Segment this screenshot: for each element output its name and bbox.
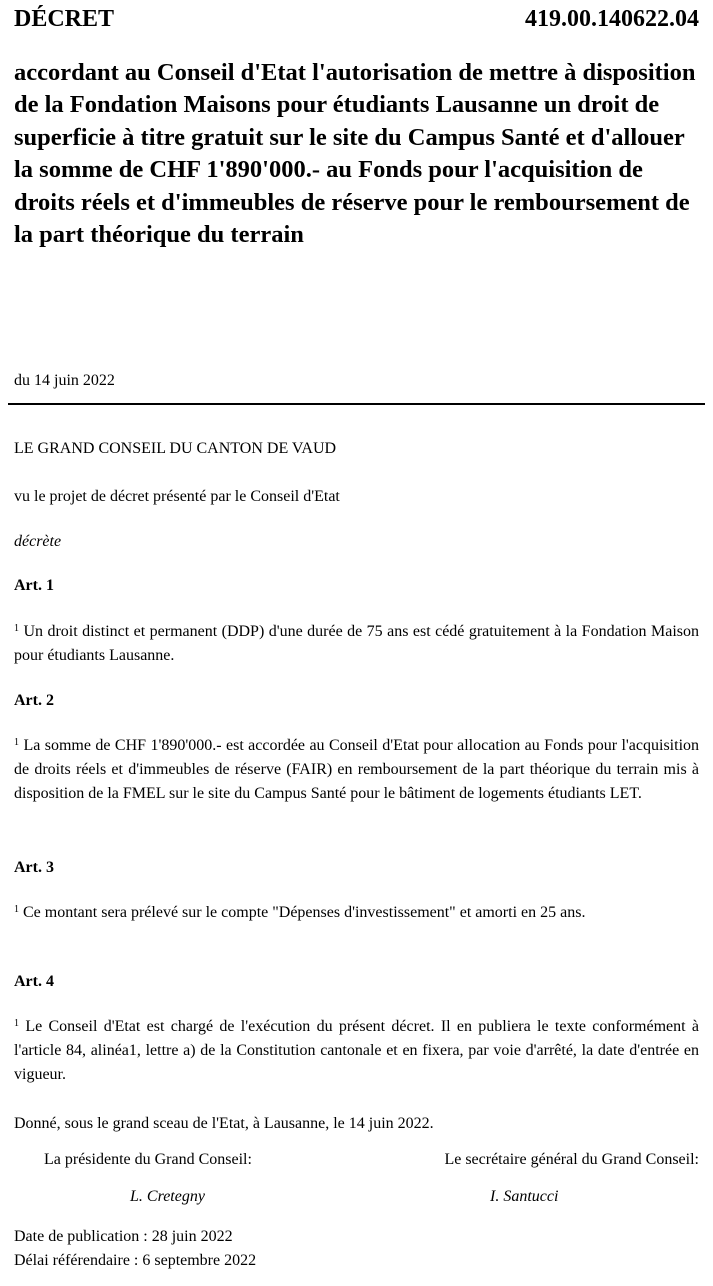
paragraph-number: 1 [14, 737, 19, 748]
paragraph-number: 1 [14, 904, 19, 915]
document-reference: 419.00.140622.04 [525, 6, 699, 32]
article-3-text: Ce montant sera prélevé sur le compte "Dépenses d'investissement" et amorti en 25 ans. [23, 904, 586, 921]
decree-title: accordant au Conseil d'Etat l'autorisation de mettre à disposition de la Fondation Maisons pour étudiants Lausanne un droit de superficie à titre gratuit sur le site du Campus Santé et d'allouer la somme de CHF 1'890'000.- au Fonds pour l'acquisition de droits réels et d'immeubles de réserve pour le remboursement de la part théorique du terrain [14, 59, 696, 249]
decree-date: du 14 juin 2022 [14, 372, 115, 389]
given-line: Donné, sous le grand sceau de l'Etat, à Lausanne, le 14 juin 2022. [14, 1115, 434, 1132]
article-3-paragraph [14, 901, 699, 925]
considering-line: vu le projet de décret présenté par le Conseil d'Etat [14, 488, 340, 505]
article-4-heading: Art. 4 [14, 973, 54, 990]
secretary-name: I. Santucci [490, 1188, 559, 1205]
paragraph-number: 1 [14, 1018, 19, 1029]
article-1-paragraph [14, 620, 699, 668]
decrees-line: décrète [14, 533, 62, 550]
secretary-role: Le secrétaire général du Grand Conseil: [444, 1151, 699, 1168]
document-type: DÉCRET [14, 6, 115, 32]
referendum-deadline: Délai référendaire : 6 septembre 2022 [14, 1252, 257, 1269]
authority-line: LE GRAND CONSEIL DU CANTON DE VAUD [14, 440, 337, 457]
article-1-text: Un droit distinct et permanent (DDP) d'une durée de 75 ans est cédé gratuitement à la Fondation Maison pour étudiants Lausanne. [14, 623, 700, 664]
paragraph-number: 1 [14, 623, 19, 634]
divider [8, 403, 705, 405]
article-2-text: La somme de CHF 1'890'000.- est accordée au Conseil d'Etat pour allocation au Fonds pour l'acquisition de droits réels et d'immeubles de réserve (FAIR) en remboursement de la part théorique du terrain mis à disposition de la FMEL sur le site du Campus Santé pour le bâtiment de logements étudiants LET. [14, 737, 700, 802]
article-2-paragraph [14, 734, 699, 806]
president-name: L. Cretegny [130, 1188, 205, 1205]
article-4-paragraph [14, 1015, 699, 1087]
president-role: La présidente du Grand Conseil: [44, 1151, 252, 1168]
article-4-text: Le Conseil d'Etat est chargé de l'exécution du présent décret. Il en publiera le texte conformément à l'article 84, alinéa1, lettre a) de la Constitution cantonale et en fixera, par voie d'arrêté, la date d'entrée en vigueur. [14, 1018, 699, 1083]
article-2-heading: Art. 2 [14, 692, 54, 709]
article-3-heading: Art. 3 [14, 859, 54, 876]
publication-date: Date de publication : 28 juin 2022 [14, 1228, 233, 1245]
document-header [14, 6, 699, 40]
article-1-heading: Art. 1 [14, 577, 54, 594]
